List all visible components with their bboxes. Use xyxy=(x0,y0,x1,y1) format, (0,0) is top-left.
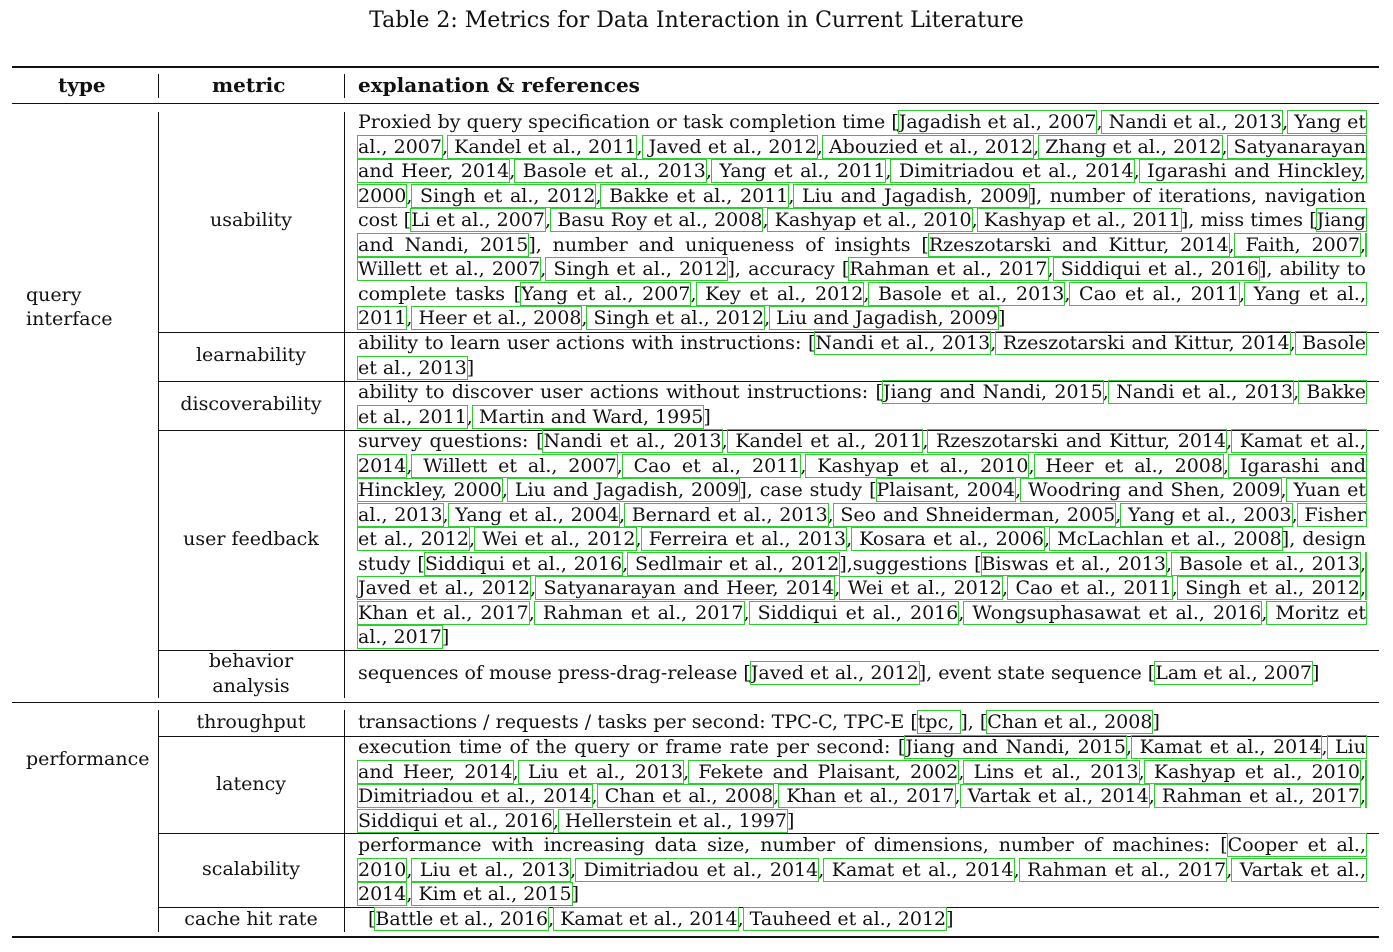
citation-link[interactable]: Kim et al., 2015 xyxy=(412,883,572,905)
explanation-usability: Proxied by query specification or task completion time [Jagadish et al., 2007, Nandi et al., 2013, Yang et al., 2007, Kandel et al., 2011, Javed et al., 2012, Abouzied et al., 2012, Zhang et al., 2012, Satyanarayan and Heer, 2014, Basole et al., 2013, Yang et al., 2011, Dimitriadou et al., 2014, Igarashi and Hinckley, 2000, Singh et al., 2012, Bakke et al., 2011, Liu and Jagadish, 2009], number of iterations, navigation cost [Li et al., 2007, Basu Roy et al., 2008, Kashyap et al., 2010, Kashyap et al., 2011], miss times [Jiang and Nandi, 2015], number and uniqueness of insights [Rzeszotarski and Kittur, 2014, Faith, 2007, Willett et al., 2007, Singh et al., 2012], accuracy [Rahman et al., 2017, Siddiqui et al., 2016], ability to complete tasks [Yang et al., 2007, Key et al., 2012, Basole et al., 2013, Cao et al., 2011, Yang et al., 2011, Heer et al., 2008, Singh et al., 2012, Liu and Jagadish, 2009] xyxy=(358,111,1367,329)
citation-link[interactable]: Fisher et al., 2012 xyxy=(358,503,1366,550)
citation-link[interactable]: Jiang and Nandi, 2015 xyxy=(358,209,1367,256)
citation-link[interactable]: Lam et al., 2007 xyxy=(1155,662,1313,684)
citation-link[interactable]: Khan et al., 2017 xyxy=(358,601,529,624)
explanation-cache-hit-rate: [Battle et al., 2016, Kamat et al., 2014, Tauheed et al., 2012] xyxy=(368,908,954,930)
citation-link[interactable]: Ferreira et al., 2013 xyxy=(641,528,847,550)
citation-link[interactable]: Wei et al., 2012 xyxy=(840,577,1003,599)
citation-link[interactable]: Biswas et al., 2013 xyxy=(981,552,1166,575)
citation-link[interactable]: Heer et al., 2008 xyxy=(1034,454,1223,477)
citation-link[interactable]: Kamat et al., 2014 xyxy=(554,908,738,930)
bottom-rule xyxy=(12,936,1379,938)
citation-link[interactable]: Dimitriadou et al., 2014 xyxy=(358,785,592,807)
citation-link[interactable]: Heer et al., 2008 xyxy=(412,307,582,329)
explanation-discoverability: ability to discover user actions without instructions: [Jiang and Nandi, 2015, Nandi et al., 2013, Bakke et al., 2011, Martin and Ward, 1995] xyxy=(358,381,1366,428)
metric-behavior-analysis-line1: behavior xyxy=(208,650,294,672)
citation-link[interactable]: Martin and Ward, 1995 xyxy=(472,405,704,428)
citation-link[interactable]: Kashyap et al., 2011 xyxy=(977,209,1181,231)
citation-link[interactable]: Satyanarayan and Heer, 2014 xyxy=(536,577,835,599)
citation-link[interactable]: Liu and Jagadish, 2009 xyxy=(507,479,740,501)
citation-link[interactable]: Siddiqui et al., 2016 xyxy=(1053,258,1259,280)
citation-link[interactable]: Kamat et al., 2014 xyxy=(1132,736,1322,758)
metric-latency: latency xyxy=(216,773,286,795)
citation-link[interactable]: Battle et al., 2016 xyxy=(375,908,549,930)
citation-link[interactable]: Siddiqui et al., 2016 xyxy=(358,809,553,832)
citation-link[interactable]: Tauheed et al., 2012 xyxy=(743,908,947,930)
citation-link[interactable]: Basu Roy et al., 2008 xyxy=(551,209,763,231)
citation-link[interactable]: Singh et al., 2012 xyxy=(587,307,765,329)
header-metric: metric xyxy=(212,73,286,97)
citation-link[interactable]: Key et al., 2012 xyxy=(696,282,864,305)
citation-link[interactable]: tpc, xyxy=(917,711,961,733)
top-rule xyxy=(12,66,1379,68)
citation-link[interactable]: Rzeszotarski and Kittur, 2014 xyxy=(996,332,1290,354)
citation-link[interactable]: Kosara et al., 2006 xyxy=(852,528,1044,550)
citation-link[interactable]: Liu and Heer, 2014 xyxy=(358,736,1366,783)
citation-link[interactable]: Liu and Jagadish, 2009 xyxy=(770,307,998,329)
citation-link[interactable]: Rzeszotarski and Kittur, 2014 xyxy=(928,233,1229,256)
citation-link[interactable]: Willett et al., 2007 xyxy=(358,258,541,280)
citation-link[interactable]: Cao et al., 2011 xyxy=(1008,577,1172,599)
citation-link[interactable]: Bakke et al., 2011 xyxy=(601,184,789,207)
citation-link[interactable]: Satyanarayan and Heer, 2014 xyxy=(358,135,1366,182)
header-rule xyxy=(12,103,1379,104)
citation-link[interactable]: Khan et al., 2017 xyxy=(779,785,955,807)
citation-link[interactable]: Kashyap et al., 2010 xyxy=(768,209,972,231)
explanation-learnability: ability to learn user actions with instructions: [Nandi et al., 2013, Rzeszotarski and Kittur, 2014, Basole et al., 2013] xyxy=(358,332,1366,379)
citation-link[interactable]: Moritz et al., 2017 xyxy=(358,601,1366,648)
citation-link[interactable]: Vartak et al., 2014 xyxy=(960,785,1149,807)
metric-cache-hit-rate: cache hit rate xyxy=(184,908,318,930)
citation-link[interactable]: Siddiqui et al., 2016 xyxy=(424,552,623,575)
citation-link[interactable]: Jiang and Nandi, 2015 xyxy=(905,736,1126,758)
metric-throughput: throughput xyxy=(196,711,306,733)
citation-link[interactable]: Basole et al., 2013 xyxy=(869,282,1065,305)
citation-link[interactable]: Jagadish et al., 2007 xyxy=(898,111,1097,133)
citation-link[interactable]: Wei et al., 2012 xyxy=(475,528,636,550)
citation-link[interactable]: Yuan et al., 2013 xyxy=(358,479,1366,526)
citation-link[interactable]: Singh et al., 2012 xyxy=(1177,577,1360,599)
metric-behavior-analysis-line2: analysis xyxy=(212,675,290,697)
table-caption: Table 2: Metrics for Data Interaction in Current Literature xyxy=(369,8,1024,33)
citation-link[interactable]: Chan et al., 2008 xyxy=(597,785,774,807)
citation-link[interactable]: Cao et al., 2011 xyxy=(1070,282,1239,305)
citation-link[interactable]: Kandel et al., 2011 xyxy=(448,135,637,158)
citation-link[interactable]: Liu and Jagadish, 2009 xyxy=(794,184,1029,207)
citation-link[interactable]: Nandi et al., 2013 xyxy=(815,332,991,354)
citation-link[interactable]: Basole et al., 2013 xyxy=(358,332,1366,379)
metric-user-feedback: user feedback xyxy=(183,528,319,550)
citation-link[interactable]: Zhang et al., 2012 xyxy=(1039,135,1222,158)
citation-link[interactable]: Javed et al., 2012 xyxy=(750,662,919,684)
citation-link[interactable]: Chan et al., 2008 xyxy=(987,711,1153,733)
citation-link[interactable]: Cooper et al., 2010 xyxy=(358,834,1366,881)
citation-link[interactable]: McLachlan et al., 2008 xyxy=(1050,528,1282,550)
citation-link[interactable]: Singh et al., 2012 xyxy=(412,184,596,207)
citation-link[interactable]: Yang et al., 2011 xyxy=(358,282,1366,329)
citation-link[interactable]: Nandi et al., 2013 xyxy=(543,430,722,452)
citation-link[interactable]: Yang et al., 2003 xyxy=(1121,503,1292,526)
citation-link[interactable]: Fekete and Plaisant, 2002 xyxy=(689,760,959,783)
header-explanation: explanation & references xyxy=(358,73,640,97)
citation-link[interactable]: Javed et al., 2012 xyxy=(358,577,531,599)
citation-link[interactable]: Rahman et al., 2017 xyxy=(849,258,1048,280)
metric-discoverability: discoverability xyxy=(180,393,322,415)
citation-link[interactable]: Rahman et al., 2017 xyxy=(1154,785,1360,807)
citation-link[interactable]: Jiang and Nandi, 2015 xyxy=(882,381,1103,403)
citation-link[interactable]: Plaisant, 2004 xyxy=(876,479,1016,501)
group2-explanation-divider xyxy=(344,710,345,932)
metric-scalability: scalability xyxy=(202,858,300,880)
type-performance: performance xyxy=(26,748,150,770)
citation-link[interactable]: Abouzied et al., 2012 xyxy=(822,135,1034,158)
metric-usability: usability xyxy=(209,209,293,231)
citation-link[interactable]: Hellerstein et al., 1997 xyxy=(558,809,787,832)
citation-link[interactable]: Igarashi and Hinckley, 2000 xyxy=(358,454,1367,501)
citation-link[interactable]: Cao et al., 2011 xyxy=(622,454,801,477)
citation-link[interactable]: Sedlmair et al., 2012 xyxy=(628,552,840,575)
group2-metric-divider xyxy=(158,710,159,932)
citation-link[interactable]: Nandi et al., 2013 xyxy=(1108,381,1294,403)
explanation-user-feedback: survey questions: [Nandi et al., 2013, Kandel et al., 2011, Rzeszotarski and Kittur, 2014, Kamat et al., 2014, Willett et al., 2007, Cao et al., 2011, Kashyap et al., 2010, Heer et al., 2008, Igarashi and Hinckley, 2000, Liu and Jagadish, 2009], case study [Plaisant, 2004, Woodring and Shen, 2009, Yuan et al., 2013, Yang et al., 2004, Bernard et al., 2013, Seo and Shneiderman, 2005, Yang et al., 2003, Fisher et al., 2012, Wei et al., 2012, Ferreira et al., 2013, Kosara et al., 2006, McLachlan et al., 2008], design study [Siddiqui et al., 2016, Sedlmair et al., 2012],suggestions [Biswas et al., 2013, Basole et al., 2013, Javed et al., 2012, Satyanarayan and Heer, 2014, Wei et al., 2012, Cao et al., 2011, Singh et al., 2012, Khan et al., 2017, Rahman et al., 2017, Siddiqui et al., 2016, Wongsuphasawat et al., 2016, Moritz et al., 2017] xyxy=(358,430,1367,648)
citation-link[interactable]: Yang et al., 2011 xyxy=(711,160,886,182)
citation-link[interactable]: Lins et al., 2013 xyxy=(964,760,1139,783)
citation-link[interactable]: Kamat et al., 2014 xyxy=(824,858,1014,881)
type-query-interface: query interface xyxy=(26,284,113,330)
header-separator-2 xyxy=(344,74,345,98)
citation-link[interactable]: Bernard et al., 2013 xyxy=(625,503,828,526)
citation-link[interactable]: Dimitriadou et al., 2014 xyxy=(891,160,1134,182)
citation-link[interactable]: Kandel et al., 2011 xyxy=(727,430,923,452)
citation-link[interactable]: Woodring and Shen, 2009 xyxy=(1021,479,1281,501)
citation-link[interactable]: Javed et al., 2012 xyxy=(642,135,817,158)
citation-link[interactable]: Basole et al., 2013 xyxy=(515,160,706,182)
citation-link[interactable]: Siddiqui et al., 2016 xyxy=(749,601,959,624)
citation-link[interactable]: Liu et al., 2013 xyxy=(412,858,571,881)
citation-link[interactable]: Kashyap et al., 2010 xyxy=(1144,760,1360,783)
citation-link[interactable]: Singh et al., 2012 xyxy=(546,258,728,280)
explanation-scalability: performance with increasing data size, number of dimensions, number of machines: [Cooper et al., 2010, Liu et al., 2013, Dimitriadou et al., 2014, Kamat et al., 2014, Rahman et al., 2017, Vartak et al., 2014, Kim et al., 2015] xyxy=(358,834,1366,905)
group1-explanation-divider xyxy=(344,112,345,698)
citation-link[interactable]: Vartak et al., 2014 xyxy=(358,858,1366,905)
citation-link[interactable]: Igarashi and Hinckley, 2000 xyxy=(358,160,1366,207)
citation-link[interactable]: Rahman et al., 2017 xyxy=(1019,858,1227,881)
citation-link[interactable]: Kashyap et al., 2010 xyxy=(806,454,1029,477)
citation-link[interactable]: Li et al., 2007 xyxy=(411,209,546,231)
citation-link[interactable]: Bakke et al., 2011 xyxy=(358,381,1366,428)
header-type: type xyxy=(58,73,106,97)
explanation-behavior-analysis: sequences of mouse press-drag-release [Javed et al., 2012], event state sequence [Lam et al., 2007] xyxy=(358,662,1320,684)
citation-link[interactable]: Liu et al., 2013 xyxy=(518,760,684,783)
citation-link[interactable]: Yang et al., 2004 xyxy=(448,503,619,526)
explanation-latency: execution time of the query or frame rate per second: [Jiang and Nandi, 2015, Kamat et al., 2014, Liu and Heer, 2014, Liu et al., 2013, Fekete and Plaisant, 2002, Lins et al., 2013, Kashyap et al., 2010, Dimitriadou et al., 2014, Chan et al., 2008, Khan et al., 2017, Vartak et al., 2014, Rahman et al., 2017, Siddiqui et al., 2016, Hellerstein et al., 1997] xyxy=(358,736,1366,832)
citation-link[interactable]: Yang et al., 2007 xyxy=(358,111,1366,158)
explanation-throughput: transactions / requests / tasks per second: TPC-C, TPC-E [tpc, ], [Chan et al., 2008] xyxy=(358,711,1160,733)
citation-link[interactable]: Faith, 2007 xyxy=(1234,233,1360,256)
citation-link[interactable]: Willett et al., 2007 xyxy=(412,454,617,477)
citation-link[interactable]: Yang et al., 2007 xyxy=(521,282,691,305)
citation-link[interactable]: Rzeszotarski and Kittur, 2014 xyxy=(928,430,1227,452)
metric-learnability: learnability xyxy=(195,344,307,366)
header-separator-1 xyxy=(158,74,159,98)
citation-link[interactable]: Rahman et al., 2017 xyxy=(534,601,744,624)
citation-link[interactable]: Kamat et al., 2014 xyxy=(358,430,1367,477)
citation-link[interactable]: Basole et al., 2013 xyxy=(1172,552,1360,575)
group-rule xyxy=(12,702,1379,703)
citation-link[interactable]: Nandi et al., 2013 xyxy=(1102,111,1283,133)
citation-link[interactable]: Dimitriadou et al., 2014 xyxy=(576,858,819,881)
citation-link[interactable]: Wongsuphasawat et al., 2016 xyxy=(964,601,1262,624)
citation-link[interactable]: Seo and Shneiderman, 2005 xyxy=(833,503,1116,526)
